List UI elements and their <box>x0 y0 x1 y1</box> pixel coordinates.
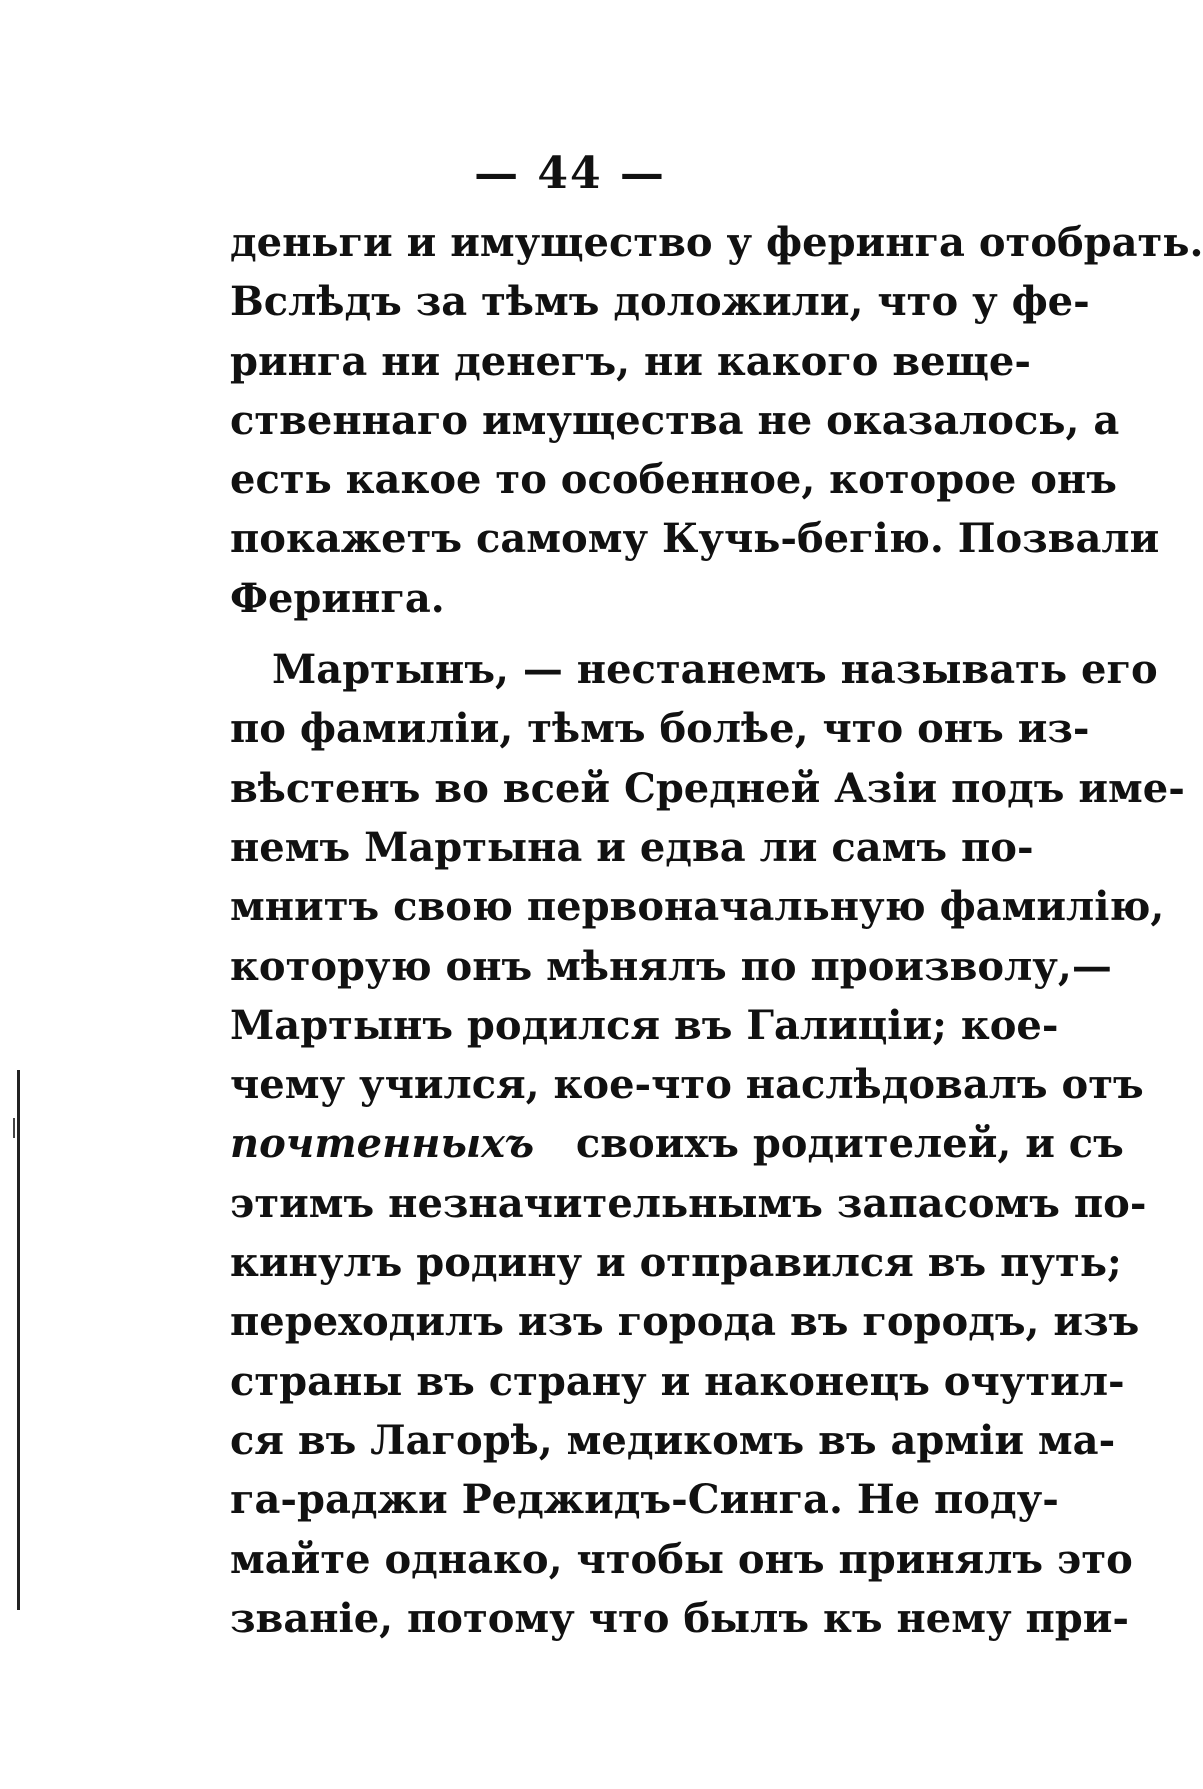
text-line: переходилъ изъ города въ городъ, изъ <box>230 1298 1140 1346</box>
text-line: этимъ незначительнымъ запасомъ по- <box>230 1179 1147 1227</box>
binding-edge-mark <box>17 1070 20 1610</box>
text-line: Мартынъ, — нестанемъ называть его <box>272 646 1158 694</box>
text-line: есть какое то особенное, которое онъ <box>230 456 1117 504</box>
text-line: вѣстенъ во всей Средней Азіи подъ име- <box>230 764 1185 812</box>
text-line: ся въ Лагорѣ, медикомъ въ арміи ма- <box>230 1416 1116 1464</box>
text-line-rest: своихъ родителей, и съ <box>575 1120 1124 1168</box>
text-line: деньги и имущество у феринга отобрать. <box>230 219 1203 266</box>
text-line: званіе, потому что былъ къ нему при- <box>230 1594 1129 1642</box>
text-line: по фамиліи, тѣмъ болѣе, что онъ из- <box>230 705 1090 753</box>
text-line: ринга ни денегъ, ни какого веще- <box>230 337 1031 385</box>
italic-word: почтенныхъ <box>230 1120 535 1168</box>
page-number: — 44 — <box>474 148 666 199</box>
text-line: Мартынъ родился въ Галиціи; кое- <box>230 1001 1059 1049</box>
text-line <box>230 1114 1124 1173</box>
text-line: Феринга. <box>230 574 445 622</box>
binding-edge-speck <box>13 1118 15 1138</box>
text-line: га-раджи Реджидъ-Синга. Не поду- <box>230 1476 1059 1524</box>
text-line: кинулъ родину и отправился въ путь; <box>230 1239 1122 1287</box>
text-line: Вслѣдъ за тѣмъ доложили, что у фе- <box>230 278 1090 326</box>
text-line: немъ Мартына и едва ли самъ по- <box>230 823 1034 871</box>
body-text <box>230 213 1203 1648</box>
text-line: покажетъ самому Кучь-бегію. Позвали <box>230 515 1160 563</box>
text-line: майте однако, чтобы онъ принялъ это <box>230 1535 1133 1583</box>
text-line: чему учился, кое-что наслѣдовалъ отъ <box>230 1061 1144 1109</box>
text-line: мнитъ свою первоначальную фамилію, <box>230 883 1165 931</box>
text-line: ственнаго имущества не оказалось, а <box>230 396 1120 444</box>
text-line: страны въ страну и наконецъ очутил- <box>230 1357 1125 1405</box>
text-line: которую онъ мѣнялъ по произволу,— <box>230 942 1112 990</box>
